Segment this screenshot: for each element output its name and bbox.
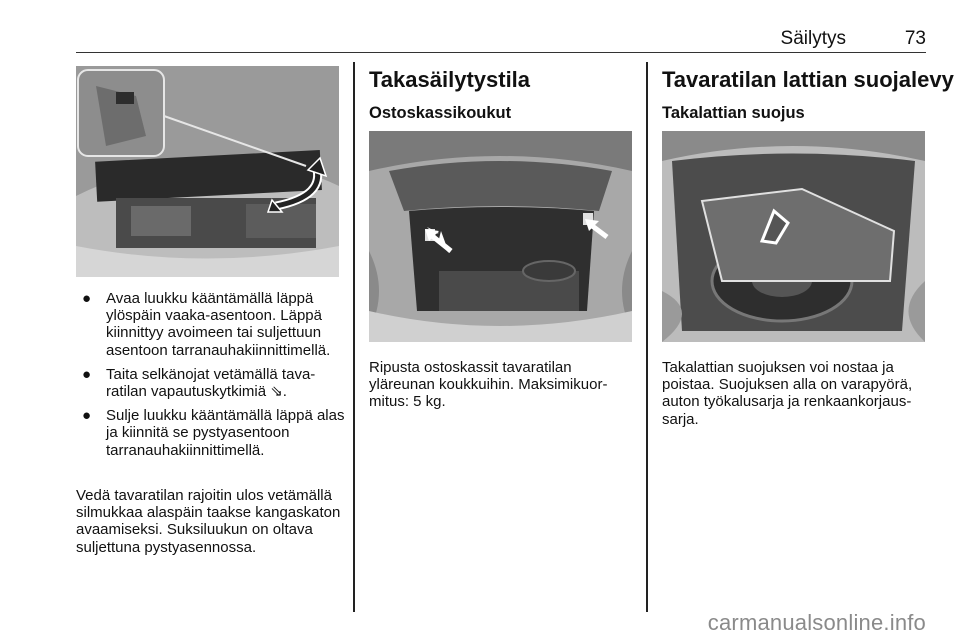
section-title: Säilytys	[780, 28, 846, 49]
page-header	[76, 22, 926, 53]
instruction-list	[76, 290, 346, 466]
bag-hooks-paragraph: Ripusta ostoskassit tavaratilan yläreunan koukkuihin. Maksimikuormitus: 5 kg.	[369, 359, 608, 411]
trunk-flap-illustration	[76, 66, 339, 277]
column-divider-right	[646, 62, 648, 612]
floor-cover-paragraph: Takalattian suojuksen voi nostaa ja poistaa. Suojuksen alla on varapyörä, auton työkalusarja ja renkaankorjaussarja.	[662, 359, 913, 428]
heading-rear-storage: Takasäilytystila	[369, 67, 531, 92]
column-divider-left	[353, 62, 355, 612]
subheading-rear-floor-cover: Takalattian suojus	[662, 104, 805, 122]
subheading-bag-hooks: Ostoskassikoukut	[369, 104, 512, 122]
watermark-text: carmanualsonline.info	[707, 610, 926, 635]
floor-cover-illustration	[662, 131, 925, 342]
list-item: ● Avaa luukku kääntämällä läppä ylöspäin vaaka-asentoon. Läppä kiinnittyy avoimeen tai suljettuun asentoon tarranauhakiinnittimellä.	[82, 290, 331, 359]
list-item: ● Taita selkänojat vetämällä tavaratilan vapautuskytkimiä ⇘.	[82, 365, 316, 401]
trunk-divider-paragraph: Vedä tavaratilan rajoitin ulos vetämällä silmukkaa alaspäin taakse kangaskaton avaamiseksi. Suksiluukun on oltava suljettuna pystyasennossa.	[76, 487, 341, 556]
bag-hooks-illustration	[369, 131, 632, 342]
photo-bag-hooks	[369, 131, 632, 342]
photo-floor-cover	[662, 131, 925, 342]
heading-floor-cover: Tavaratilan lattian suojalevy	[662, 67, 954, 92]
photo-trunk-flap	[76, 66, 339, 277]
page-number: 73	[904, 28, 926, 49]
list-item: ● Sulje luukku kääntämällä läppä alas ja kiinnitä se pystyasentoon tarranauhakiinnittimellä.	[82, 407, 345, 459]
